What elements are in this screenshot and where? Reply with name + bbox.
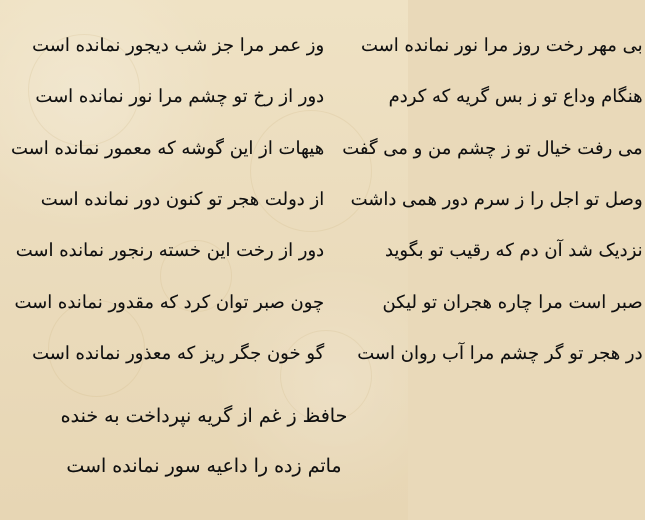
verse-6-right: صبر است مرا چاره هجران تو لیکن bbox=[382, 291, 643, 313]
verse-6-left: چون صبر توان کرد که مقدور نمانده است bbox=[14, 291, 325, 313]
verse-4-right: وصل تو اجل را ز سرم دور همی داشت bbox=[350, 188, 643, 210]
verse-1-left: وز عمر مرا جز شب دیجور نمانده است bbox=[32, 34, 325, 56]
verse-4-left: از دولت هجر تو کنون دور نمانده است bbox=[40, 188, 325, 210]
verse-2-left: دور از رخ تو چشم مرا نور نمانده است bbox=[35, 86, 325, 108]
verse-1-right: بی مهر رخت روز مرا نور نمانده است bbox=[361, 34, 643, 56]
verse-3-right: می رفت خیال تو ز چشم من و می گفت bbox=[342, 137, 643, 159]
verse-7-left: گو خون جگر ریز که معذور نمانده است bbox=[32, 343, 325, 365]
poem-grid bbox=[11, 20, 643, 380]
verse-5-left: دور از رخت این خسته رنجور نمانده است bbox=[15, 240, 325, 262]
final-line-1: حافظ ز غم از گریه نپرداخت به خنده bbox=[60, 405, 348, 427]
final-line-2: ماتم زده را داعیه سور نمانده است bbox=[66, 455, 342, 477]
verse-2-right: هنگام وداع تو ز بس گریه که کردم bbox=[388, 86, 643, 108]
verse-5-right: نزدیک شد آن دم که رقیب تو بگوید bbox=[384, 240, 643, 262]
verse-3-left: هیهات از این گوشه که معمور نمانده است bbox=[11, 137, 325, 159]
verse-7-right: در هجر تو گر چشم مرا آب روان است bbox=[357, 343, 643, 365]
